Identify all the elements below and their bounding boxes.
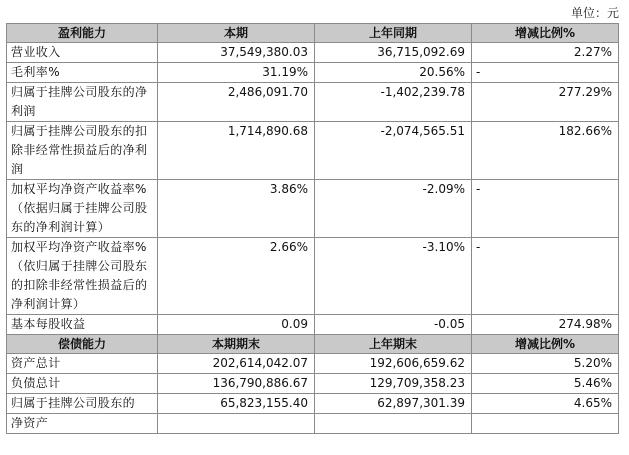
row-label: 营业收入 bbox=[7, 43, 158, 63]
change-value: 182.66% bbox=[472, 122, 619, 180]
header-prior-year-end: 上年期末 bbox=[315, 335, 472, 354]
table-row bbox=[7, 83, 619, 122]
change-value: - bbox=[472, 180, 619, 238]
change-value bbox=[472, 414, 619, 434]
current-value: 1,714,890.68 bbox=[158, 122, 315, 180]
solvency-header-row bbox=[7, 335, 619, 354]
change-value: 4.65% bbox=[472, 394, 619, 414]
table-row bbox=[7, 238, 619, 315]
previous-value: 20.56% bbox=[315, 63, 472, 83]
change-value: - bbox=[472, 238, 619, 315]
current-value: 0.09 bbox=[158, 315, 315, 335]
previous-value: 192,606,659.62 bbox=[315, 354, 472, 374]
table-row bbox=[7, 414, 619, 434]
previous-value: 129,709,358.23 bbox=[315, 374, 472, 394]
row-label: 归属于挂牌公司股东的 bbox=[7, 394, 158, 414]
change-value: 277.29% bbox=[472, 83, 619, 122]
row-label: 归属于挂牌公司股东的净利润 bbox=[7, 83, 158, 122]
row-label: 基本每股收益 bbox=[7, 315, 158, 335]
header-current-period: 本期 bbox=[158, 24, 315, 43]
current-value: 2.66% bbox=[158, 238, 315, 315]
change-value: 5.20% bbox=[472, 354, 619, 374]
previous-value: -1,402,239.78 bbox=[315, 83, 472, 122]
current-value: 31.19% bbox=[158, 63, 315, 83]
header-prior-period: 上年同期 bbox=[315, 24, 472, 43]
header-solvency: 偿债能力 bbox=[7, 335, 158, 354]
header-profitability: 盈利能力 bbox=[7, 24, 158, 43]
row-label: 净资产 bbox=[7, 414, 158, 434]
previous-value: -0.05 bbox=[315, 315, 472, 335]
table-row bbox=[7, 315, 619, 335]
table-row bbox=[7, 354, 619, 374]
table-row bbox=[7, 43, 619, 63]
current-value: 202,614,042.07 bbox=[158, 354, 315, 374]
current-value: 37,549,380.03 bbox=[158, 43, 315, 63]
profit-header-row bbox=[7, 24, 619, 43]
current-value: 65,823,155.40 bbox=[158, 394, 315, 414]
row-label: 资产总计 bbox=[7, 354, 158, 374]
header-change-pct: 增减比例% bbox=[472, 335, 619, 354]
row-label: 加权平均净资产收益率%（依归属于挂牌公司股东的扣除非经常性损益后的净利润计算） bbox=[7, 238, 158, 315]
row-label: 加权平均净资产收益率%（依据归属于挂牌公司股东的净利润计算） bbox=[7, 180, 158, 238]
table-row bbox=[7, 374, 619, 394]
row-label: 归属于挂牌公司股东的扣除非经常性损益后的净利润 bbox=[7, 122, 158, 180]
current-value bbox=[158, 414, 315, 434]
table-row bbox=[7, 122, 619, 180]
row-label: 负债总计 bbox=[7, 374, 158, 394]
change-value: 2.27% bbox=[472, 43, 619, 63]
header-period-end: 本期期末 bbox=[158, 335, 315, 354]
change-value: 274.98% bbox=[472, 315, 619, 335]
financial-table bbox=[6, 23, 619, 434]
table-row bbox=[7, 180, 619, 238]
unit-label: 单位：元 bbox=[570, 6, 619, 20]
current-value: 2,486,091.70 bbox=[158, 83, 315, 122]
previous-value: -3.10% bbox=[315, 238, 472, 315]
previous-value bbox=[315, 414, 472, 434]
previous-value: 62,897,301.39 bbox=[315, 394, 472, 414]
table-row bbox=[7, 394, 619, 414]
current-value: 3.86% bbox=[158, 180, 315, 238]
previous-value: -2,074,565.51 bbox=[315, 122, 472, 180]
table-row bbox=[7, 63, 619, 83]
change-value: - bbox=[472, 63, 619, 83]
row-label: 毛利率% bbox=[7, 63, 158, 83]
change-value: 5.46% bbox=[472, 374, 619, 394]
previous-value: -2.09% bbox=[315, 180, 472, 238]
previous-value: 36,715,092.69 bbox=[315, 43, 472, 63]
current-value: 136,790,886.67 bbox=[158, 374, 315, 394]
header-change-pct: 增减比例% bbox=[472, 24, 619, 43]
